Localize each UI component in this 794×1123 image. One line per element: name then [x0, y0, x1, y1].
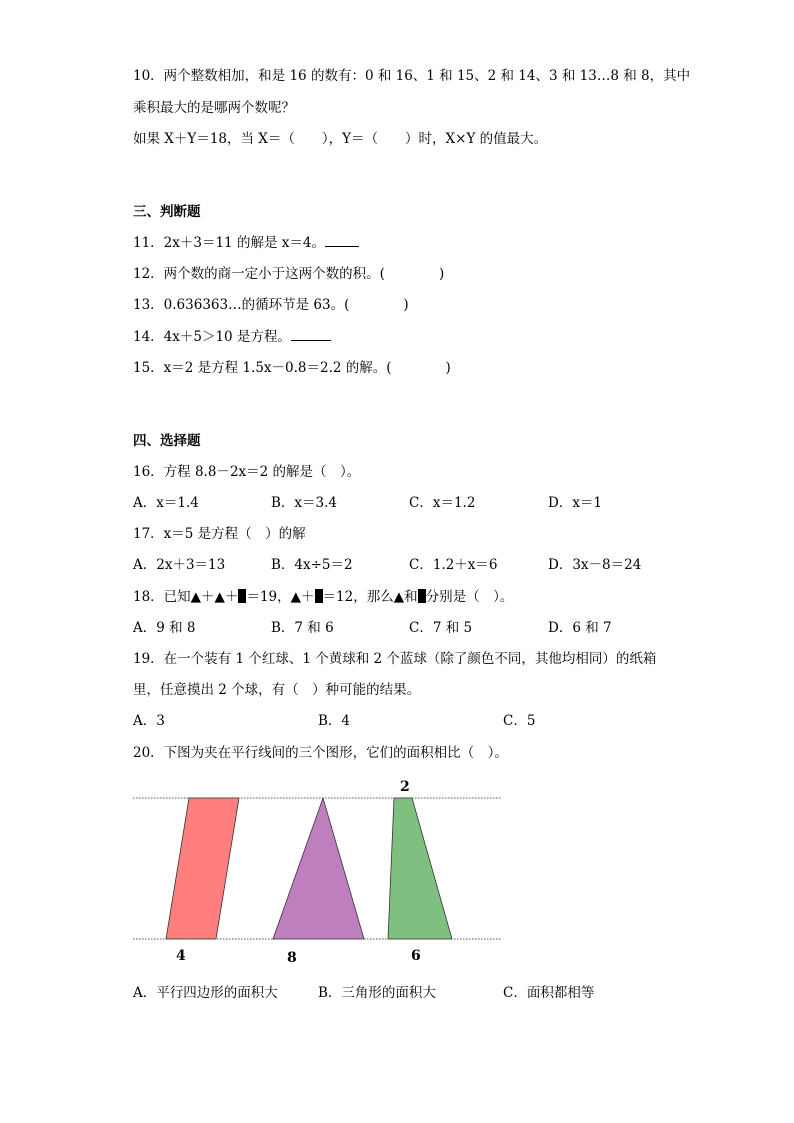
q16-option-a[interactable]: A．x＝1.4 [133, 495, 199, 511]
triangle-shape [273, 798, 364, 939]
q20-stem: 20．下图为夹在平行线间的三个图形，它们的面积相比（ ）。 [133, 745, 508, 761]
q18-option-d[interactable]: D．6 和 7 [548, 620, 612, 636]
q13: 13．0.636363…的循环节是 63。( ) [133, 297, 409, 313]
q16-option-d[interactable]: D．x＝1 [548, 495, 603, 511]
section-title-choice: 四、选择题 [133, 433, 201, 449]
parallelogram-shape [166, 798, 239, 939]
q18-option-b[interactable]: B．7 和 6 [271, 620, 334, 636]
q16-stem: 16．方程 8.8－2x＝2 的解是（ ）。 [133, 464, 361, 480]
q18-stem-part3: ＝12，那么▲和 [322, 589, 418, 605]
q17-option-d[interactable]: D．3x－8＝24 [548, 557, 642, 573]
q17-option-b[interactable]: B．4x÷5＝2 [271, 557, 353, 573]
q16-option-b[interactable]: B．x＝3.4 [271, 495, 338, 511]
q19-option-a[interactable]: A．3 [133, 713, 165, 729]
q10-line3: 如果 X＋Y＝18，当 X＝（ ），Y＝（ ）时，X×Y 的值最大。 [133, 131, 548, 147]
q12: 12．两个数的商一定小于这两个数的积。( ) [133, 266, 445, 282]
q11-text: 11．2x＋3＝11 的解是 x＝4。 [133, 235, 325, 251]
q20-option-b[interactable]: B．三角形的面积大 [318, 985, 436, 1001]
black-square-icon [418, 589, 426, 603]
q11-answer-blank[interactable] [325, 234, 359, 247]
trapezoid-shape [388, 798, 452, 939]
q19-option-b[interactable]: B．4 [318, 713, 351, 729]
q11 [133, 234, 359, 252]
triangle-base-label: 8 [287, 950, 297, 966]
q10-line1: 10．两个整数相加，和是 16 的数有：0 和 16、1 和 15、2 和 14、3 和 13…8 和 8，其中 [133, 68, 691, 84]
q20-option-c[interactable]: C．面积都相等 [503, 985, 595, 1001]
q17-stem: 17．x＝5 是方程（ ）的解 [133, 526, 306, 542]
q15: 15．x＝2 是方程 1.5x－0.8＝2.2 的解。( ) [133, 360, 451, 376]
q14-answer-blank[interactable] [291, 328, 331, 341]
q18-option-a[interactable]: A．9 和 8 [133, 620, 196, 636]
q20-option-a[interactable]: A．平行四边形的面积大 [133, 985, 278, 1001]
q16-option-c[interactable]: C．x＝1.2 [409, 495, 476, 511]
q19-line2: 里，任意摸出 2 个球，有（ ）种可能的结果。 [133, 682, 421, 698]
q18-stem [133, 588, 513, 606]
parallel-lines-figure [0, 775, 794, 975]
q18-stem-part1: 18．已知▲＋▲＋ [133, 589, 239, 605]
parallelogram-base-label: 4 [176, 948, 186, 964]
q18-option-c[interactable]: C．7 和 5 [409, 620, 473, 636]
trapezoid-bottom-label: 6 [411, 948, 421, 964]
q19-option-c[interactable]: C．5 [503, 713, 536, 729]
q10-line2: 乘积最大的是哪两个数呢？ [133, 100, 295, 116]
q14 [133, 328, 331, 346]
section-title-judgement: 三、判断题 [133, 204, 201, 220]
trapezoid-top-label: 2 [400, 779, 410, 795]
q19-line1: 19．在一个装有 1 个红球、1 个黄球和 2 个蓝球（除了颜色不同，其他均相同）的纸箱 [133, 651, 657, 667]
q14-text: 14．4x＋5＞10 是方程。 [133, 329, 291, 345]
q18-stem-part2: ＝19，▲＋ [246, 589, 315, 605]
q17-option-a[interactable]: A．2x＋3＝13 [133, 557, 226, 573]
q17-option-c[interactable]: C．1.2＋x＝6 [409, 557, 498, 573]
black-square-icon [315, 589, 323, 603]
q18-stem-part4: 分别是（ ）。 [425, 589, 514, 605]
